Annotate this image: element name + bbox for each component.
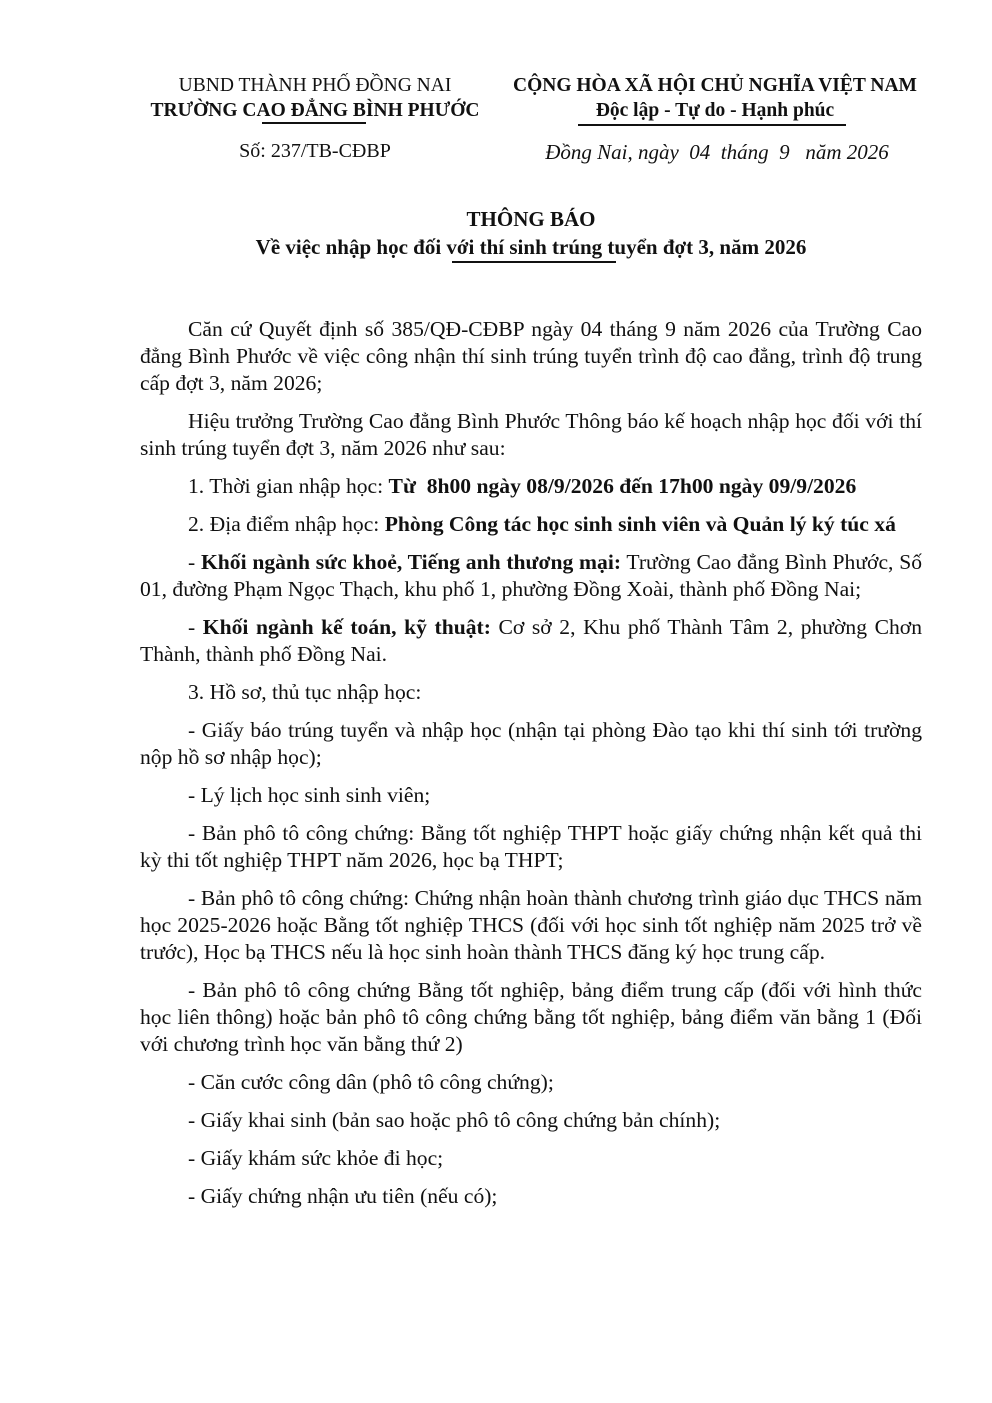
accounting-block-label: Khối ngành kế toán, kỹ thuật: (202, 615, 491, 639)
national-motto-block (500, 73, 930, 123)
time-label: 1. Thời gian nhập học: (188, 474, 389, 498)
issuer-underline (262, 122, 366, 124)
list-item: - Lý lịch học sinh sinh viên; (188, 783, 431, 807)
paragraph-location-accounting (140, 614, 922, 668)
bullet-dash: - (188, 550, 201, 574)
paragraph-location-health (140, 549, 922, 603)
list-item: - Giấy báo trúng tuyển và nhập học (nhận tại phòng Đào tạo khi thí sinh tới trường nộp hồ sơ nhập học); (140, 718, 922, 769)
paragraph-documents-heading: 3. Hồ sơ, thủ tục nhập học: (188, 680, 422, 704)
document-title-block (140, 205, 922, 261)
paragraph-legal-basis: Căn cứ Quyết định số 385/QĐ-CĐBP ngày 04 tháng 9 năm 2026 của Trường Cao đẳng Bình Phước về việc công nhận thí sinh trúng tuyển trình độ cao đẳng, trình độ trung cấp đợt 3, năm 2026; (140, 317, 922, 395)
motto-underline (578, 124, 846, 126)
motto: Độc lập - Tự do - Hạnh phúc (595, 100, 835, 121)
bullet-dash: - (188, 615, 203, 639)
paragraph-time (140, 473, 922, 500)
issuer-block (140, 73, 490, 123)
list-item: - Giấy khám sức khỏe đi học; (188, 1146, 444, 1170)
list-item: - Giấy chứng nhận ưu tiên (nếu có); (188, 1184, 498, 1208)
issuer-school-name: TRƯỜNG CAO ĐẲNG BÌNH PHƯỚC (150, 100, 480, 121)
list-item: - Bản phô tô công chứng: Chứng nhận hoàn thành chương trình giáo dục THCS năm học 2025-2026 hoặc Bằng tốt nghiệp THCS (đối với học sinh tốt nghiệp năm 2025 trở về trước), Học bạ THCS nếu là học sinh hoàn thành THCS đăng ký học trung cấp. (140, 886, 922, 964)
document-title: THÔNG BÁO (466, 207, 596, 231)
list-item: - Bản phô tô công chứng: Bằng tốt nghiệp THPT hoặc giấy chứng nhận kết quả thi kỳ thi tốt nghiệp THPT năm 2026, học bạ THPT; (140, 821, 922, 872)
time-value: Từ 8h00 ngày 08/9/2026 đến 17h00 ngày 09/9/2026 (388, 474, 857, 498)
list-item: - Giấy khai sinh (bản sao hoặc phô tô công chứng bản chính); (188, 1108, 721, 1132)
title-underline (452, 261, 616, 263)
health-block-address: Trường Cao đẳng Bình Phước, Số 01, đường Phạm Ngọc Thạch, khu phố 1, phường Đồng Xoài, thành phố Đồng Nai; (140, 550, 923, 601)
document-body (140, 316, 922, 1221)
list-item: - Bản phô tô công chứng Bằng tốt nghiệp, bảng điểm trung cấp (đối với hình thức học liên thông) hoặc bản phô tô công chứng bằng tốt nghiệp, bảng điểm văn bằng 1 (Đối với chương trình học văn bằng thứ 2) (140, 978, 922, 1056)
paragraph-intro: Hiệu trưởng Trường Cao đẳng Bình Phước Thông báo kế hoạch nhập học đối với thí sinh trúng tuyển đợt 3, năm 2026 như sau: (140, 409, 922, 460)
document-subject: Về việc nhập học đối với thí sinh trúng tuyển đợt 3, năm 2026 (255, 235, 807, 259)
document-number: Số: 237/TB-CĐBP (239, 140, 391, 162)
issuer-parent-org: UBND THÀNH PHỐ ĐỒNG NAI (178, 75, 452, 96)
accounting-block-address: Cơ sở 2, Khu phố Thành Tâm 2, phường Chơn Thành, thành phố Đồng Nai. (140, 615, 923, 666)
list-item: - Căn cước công dân (phô tô công chứng); (188, 1070, 554, 1094)
location-label: 2. Địa điểm nhập học: (188, 512, 385, 536)
paragraph-location (140, 511, 922, 538)
country-name: CỘNG HÒA XÃ HỘI CHỦ NGHĨA VIỆT NAM (513, 75, 917, 96)
location-value: Phòng Công tác học sinh sinh viên và Quản lý ký túc xá (384, 512, 896, 536)
document-date: Đồng Nai, ngày 04 tháng 9 năm 2026 (545, 140, 889, 164)
health-block-label: Khối ngành sức khoẻ, Tiếng anh thương mại: (200, 550, 622, 574)
